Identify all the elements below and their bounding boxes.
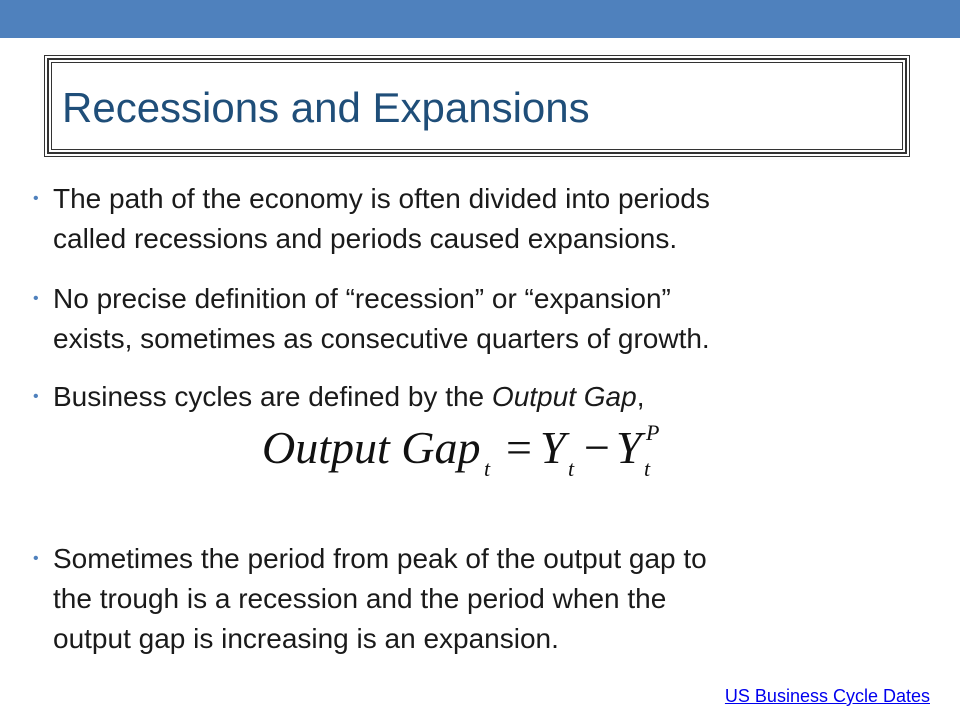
equation-equals: = <box>506 422 532 473</box>
equation-minus: − <box>584 422 610 473</box>
equation-lhs: Output Gap <box>262 422 481 473</box>
slide-title: Recessions and Expansions <box>62 84 590 131</box>
bullet-2-line-2: exists, sometimes as consecutive quarters of growth. <box>53 323 710 354</box>
bullet-1-line-1: The path of the economy is often divided into periods <box>53 183 710 214</box>
bullet-1 <box>33 179 923 259</box>
us-business-cycle-dates-link[interactable]: US Business Cycle Dates <box>724 686 930 706</box>
bullet-4-line-2: the trough is a recession and the period when the <box>53 583 667 614</box>
bullet-dot-icon: • <box>33 388 39 405</box>
equation-lhs-subscript: t <box>484 456 491 481</box>
equation-term2-subscript: t <box>644 456 651 481</box>
equation-term1: Y <box>540 422 566 473</box>
equation-term1-subscript: t <box>568 456 575 481</box>
bullet-1-line-2: called recessions and periods caused expansions. <box>53 223 678 254</box>
bullet-3-line-1 <box>33 377 923 417</box>
bullet-4-line-1: Sometimes the period from peak of the output gap to <box>53 543 707 574</box>
bullet-dot-icon: • <box>33 550 39 567</box>
equation-term2: Y <box>616 422 642 473</box>
bullet-4-line-3: output gap is increasing is an expansion. <box>53 623 559 654</box>
bullet-dot-icon: • <box>33 190 39 207</box>
bullet-2-line-1: No precise definition of “recession” or “expansion” <box>53 283 671 314</box>
equation-term2-superscript: P <box>646 420 660 445</box>
top-accent-bar <box>0 0 960 38</box>
output-gap-term: Output Gap <box>491 381 637 412</box>
bullet-4 <box>33 539 923 659</box>
bullet-3-suffix: , <box>636 381 645 412</box>
bullet-dot-icon: • <box>33 290 39 307</box>
bullet-2 <box>33 279 923 359</box>
output-gap-equation <box>262 420 682 490</box>
bullet-3-prefix: Business cycles are defined by the <box>53 381 492 412</box>
bullet-3 <box>33 377 923 417</box>
